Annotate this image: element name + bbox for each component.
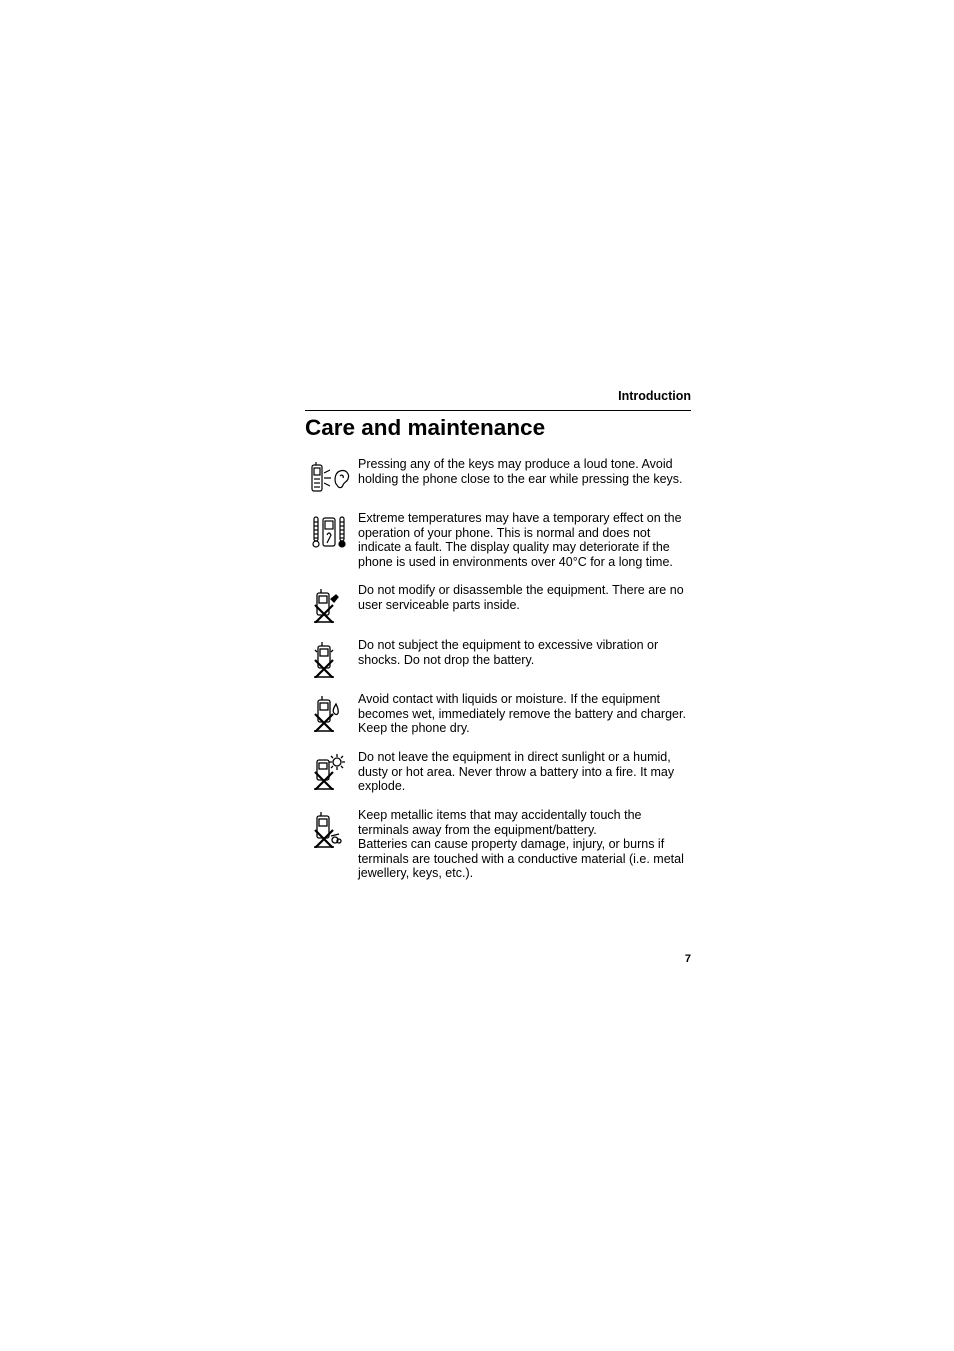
section-header: Introduction [618,389,691,403]
phone-ear-icon [309,459,351,497]
no-metal-contact-icon [309,810,351,848]
thermometer-phone-icon [309,513,351,551]
no-liquid-icon [309,694,351,732]
page-number: 7 [684,953,691,965]
page-title: Care and maintenance [305,415,546,440]
care-item-text: Do not leave the equipment in direct sunlight or a humid, dusty or hot area. Never throw a battery into a fire. It may explode. [358,750,675,794]
care-item-text: Extreme temperatures may have a temporary effect on the operation of your phone. This is normal and does not indicate a fault. The display quality may deteriorate if the phone is used in environments over 40°C for a long time. [358,511,682,569]
care-item-text: Do not subject the equipment to excessive vibration or shocks. Do not drop the battery. [358,638,659,667]
no-drop-icon [309,640,351,678]
header-divider [305,410,691,411]
care-item-text: Do not modify or disassemble the equipment. There are no user serviceable parts inside. [358,583,684,612]
no-disassemble-icon [309,585,351,623]
care-item-text: Keep metallic items that may accidentally touch the terminals away from the equipment/battery. Batteries can cause property damage, injury, or burns if terminals are touched with a conductive material (i.e. metal jewellery, keys, etc.). [358,808,684,881]
care-item-text: Avoid contact with liquids or moisture. If the equipment becomes wet, immediately remove the battery and charger. Keep the phone dry. [358,692,686,736]
no-sunlight-icon [309,752,351,790]
care-item-text: Pressing any of the keys may produce a loud tone. Avoid holding the phone close to the ear while pressing the keys. [358,457,683,486]
